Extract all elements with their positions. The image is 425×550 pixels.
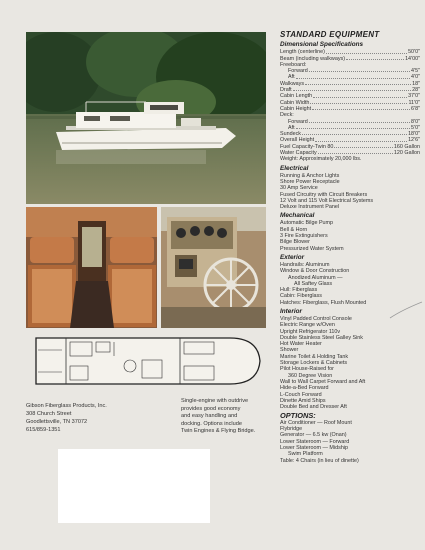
spec-value: 14'00" (405, 55, 420, 62)
spec-label: Cabin Width (280, 99, 310, 106)
spec-value: 8'0" (411, 118, 420, 125)
standard-equipment-column (280, 32, 420, 464)
mechanical-item: Bell & Horn (280, 226, 308, 233)
exterior-item: Window & Door Construction (280, 268, 350, 275)
options-item: Lower Stateroom — Forward (280, 438, 350, 445)
model-description (181, 398, 273, 436)
interior-item: Shower (280, 347, 299, 354)
interior-item: Dinette Amid Ships (280, 397, 326, 404)
company-name: Gibson Fiberglass Products, Inc. (26, 403, 107, 409)
dot-leader (312, 106, 410, 110)
description-line: docking. Options include (181, 420, 242, 427)
exterior-item: Anodized Aluminum — (288, 274, 343, 281)
mechanical-item: Bilge Blower (280, 239, 310, 246)
spec-label: Draft (280, 87, 292, 94)
interior-item: Wall to Wall Carpet Forward and Aft (280, 378, 366, 385)
exterior-item: Hatches: Fiberglass, Flush Mounted (280, 299, 367, 306)
helm-console-photo (161, 207, 266, 328)
dimensional-specs-heading: Dimensional Specifications (280, 41, 364, 49)
exterior-heading: Exterior (280, 253, 305, 261)
spec-label: Beam (including walkways) (280, 55, 346, 62)
spec-value: 28" (412, 87, 420, 94)
spec-value: 4'0" (411, 74, 420, 81)
spec-label: Aft (288, 124, 295, 131)
spec-label: Cabin Height (280, 105, 312, 112)
interior-heading: Interior (280, 307, 303, 315)
floor-plan-diagram (30, 336, 262, 386)
description-line: and easy handling and (181, 413, 238, 420)
houseboat-photo (26, 32, 266, 204)
dot-leader (293, 87, 411, 91)
description-line: provides good economy (181, 405, 241, 412)
interior-item: Hide-a-Bed Forward (280, 385, 329, 392)
spec-label: Water Capacity (280, 150, 317, 157)
spec-value: 18" (412, 80, 420, 87)
dot-leader (334, 144, 393, 148)
spec-label: Aft (288, 74, 295, 81)
interior-item: L-Couch Forward (280, 391, 322, 398)
exterior-item: Hull: Fiberglass (280, 287, 318, 294)
spec-row (280, 156, 420, 162)
city-state-zip: Goodlettsville, TN 37072 (26, 419, 88, 425)
spec-label: Weight: Approximately 20,000 lbs. (280, 156, 362, 163)
interior-item: 360 Degree Vision (288, 372, 333, 379)
spec-label: Length (centerline) (280, 49, 325, 56)
phone-number: 615/859-1351 (26, 427, 61, 433)
spec-value: 37'0" (408, 93, 420, 100)
spec-label: Walkways (280, 80, 305, 87)
interior-item: Electric Range w/Oven (280, 322, 335, 329)
spec-label: Cabin Length (280, 93, 313, 100)
cabin-interior-photo (26, 207, 157, 328)
interior-item: Hot Water Heater (280, 341, 322, 348)
options-item: Table: 4 Chairs (in lieu of dinette) (280, 457, 359, 464)
electrical-item: Shore Power Receptacle (280, 178, 340, 185)
dot-leader (296, 125, 410, 129)
dot-leader (310, 100, 407, 104)
spec-value: 4'5" (411, 68, 420, 75)
dot-leader (315, 137, 407, 141)
mechanical-item: Automatic Bilge Pump (280, 220, 334, 227)
exterior-item: Handrails: Aluminum (280, 261, 330, 268)
interior-list (280, 316, 420, 410)
interior-item: Vinyl Padded Control Console (280, 315, 352, 322)
options-item: Swim Platform (288, 451, 323, 458)
spec-value: 11'0" (408, 99, 420, 106)
options-item: Flybridge (280, 426, 303, 433)
dot-leader (313, 93, 407, 97)
options-list (280, 420, 420, 464)
spec-value: 50'0" (408, 49, 420, 56)
electrical-item: Deluxe Instrument Panel (280, 204, 340, 211)
electrical-item: 30 Amp Service (280, 185, 318, 192)
spec-label: Freeboard: (280, 61, 307, 68)
electrical-item: Running & Anchor Lights (280, 172, 340, 179)
interior-item: Marine Toilet & Holding Tank (280, 353, 349, 360)
spec-label: Overall Height (280, 137, 315, 144)
spec-value: 160 Gallon (393, 143, 420, 150)
dot-leader (309, 119, 410, 123)
spec-label: Sundeck (280, 131, 301, 138)
dot-leader (296, 74, 410, 78)
mechanical-item: 3 Fire Extinguishers (280, 233, 328, 240)
spec-label: Fuel Capacity-Twin 80 (280, 143, 334, 150)
interior-item: Upright Refrigerator 110v (280, 328, 341, 335)
mechanical-heading: Mechanical (280, 212, 315, 220)
dot-leader (318, 150, 393, 154)
spec-value: 6'8" (411, 105, 420, 112)
mechanical-list (280, 220, 420, 251)
dot-leader (346, 56, 404, 60)
company-address (26, 402, 156, 434)
spec-label: Forward (288, 118, 308, 125)
street-address: 308 Church Street (26, 411, 72, 417)
spec-value: 120 Gallon (393, 150, 420, 157)
spec-value: 18'0" (408, 131, 420, 138)
interior-item: Pilot House-Raised for (280, 366, 334, 373)
description-line: Single-engine with outdrive (181, 398, 249, 404)
options-item: Air Conditioner — Roof Mount (280, 419, 352, 426)
dimensional-specs-list (280, 49, 420, 162)
spec-label: Deck: (280, 112, 294, 119)
description-line: Twin Engines & Flying Bridge. (181, 428, 256, 435)
options-item: Lower Stateroom — Midship (280, 444, 349, 451)
dot-leader (309, 68, 410, 72)
exterior-item: Cabin: Fiberglass (280, 293, 322, 300)
dot-leader (302, 131, 407, 135)
dealer-imprint-box (58, 449, 210, 523)
spec-value: 12'6" (408, 137, 420, 144)
pencil-mark (388, 300, 424, 320)
electrical-item: Fused Circuitry with Circuit Breakers (280, 191, 368, 198)
interior-item: Double Stainless Steel Galley Sink (280, 334, 363, 341)
exterior-item: All Saftey Glass (294, 280, 333, 287)
options-item: Generator — 6.5 kw (Onan) (280, 432, 347, 439)
options-heading: OPTIONS: (280, 411, 316, 421)
electrical-item: 12 Volt and 115 Volt Electrical Systems (280, 197, 374, 204)
dot-leader (305, 81, 411, 85)
interior-item: Double Bed and Dresser Aft (280, 404, 347, 411)
electrical-heading: Electrical (280, 164, 309, 172)
electrical-list (280, 173, 420, 211)
spec-label: Forward (288, 68, 308, 75)
interior-item: Storage Lockers & Cabinets (280, 360, 348, 367)
dot-leader (326, 49, 407, 53)
spec-value: 5'0" (411, 124, 420, 131)
mechanical-item: Pressurized Water System (280, 245, 344, 252)
standard-equipment-title: STANDARD EQUIPMENT (280, 30, 380, 39)
